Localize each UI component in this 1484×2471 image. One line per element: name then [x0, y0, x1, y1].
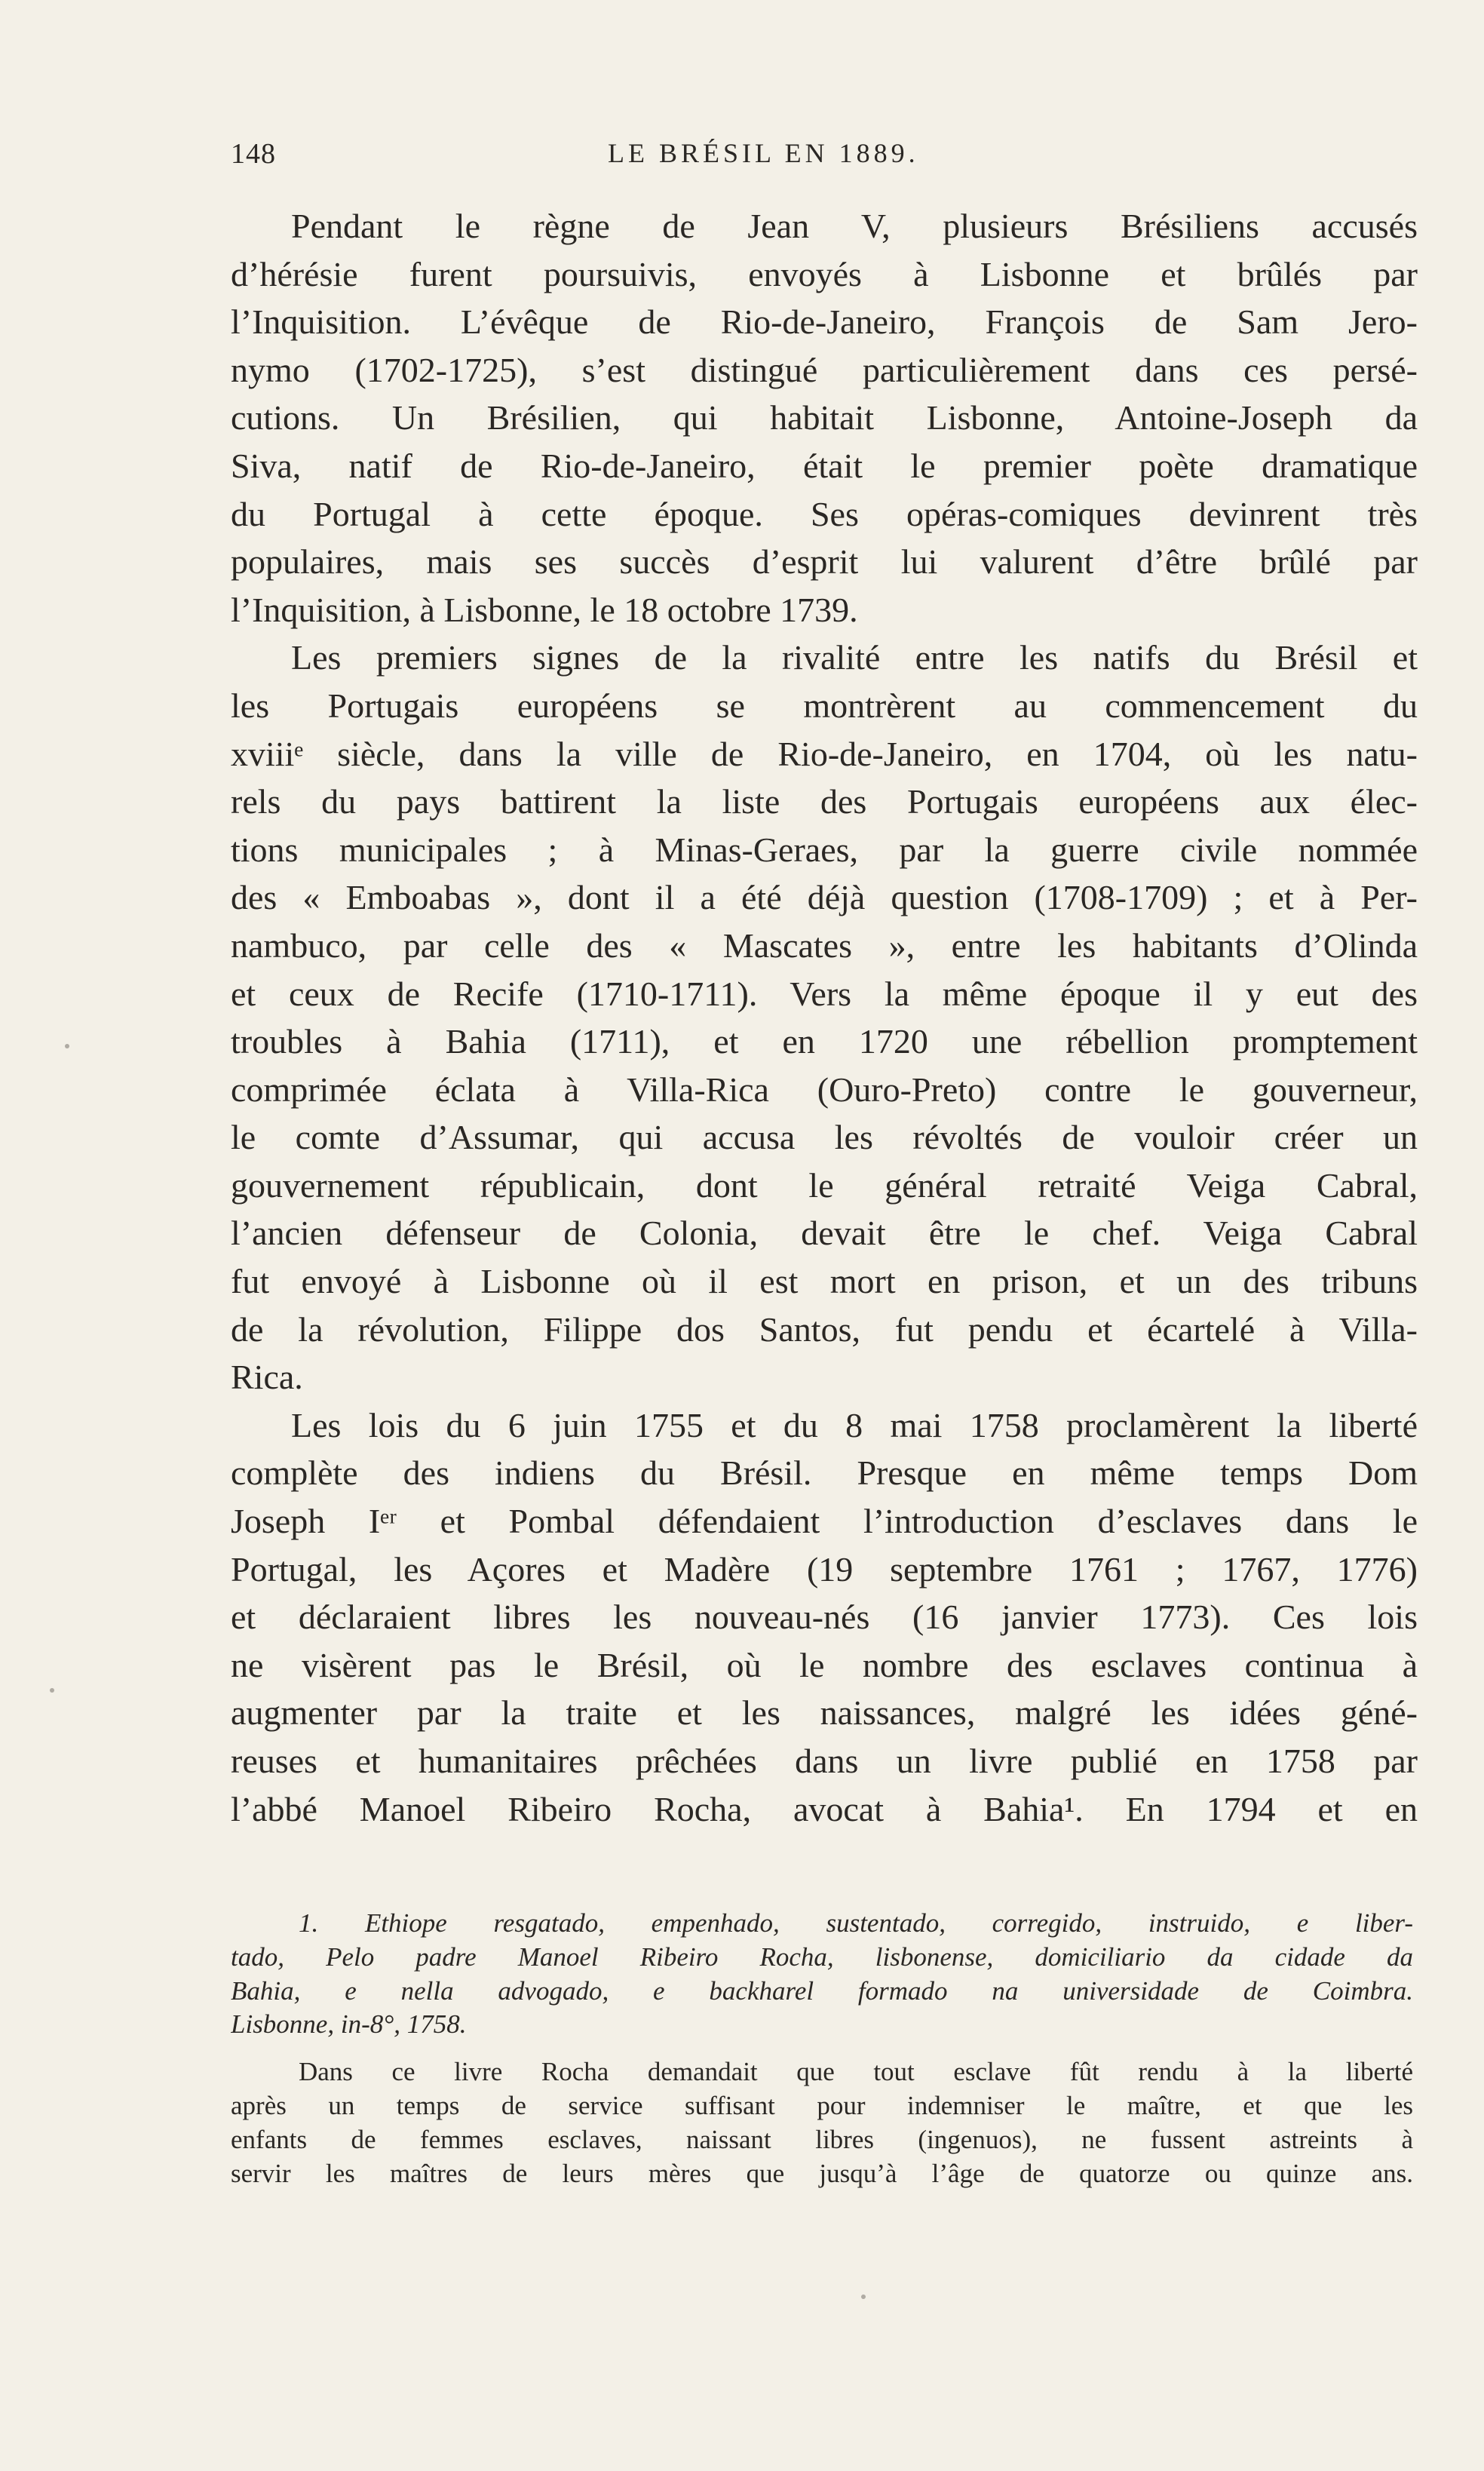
ink-speck [65, 1044, 69, 1048]
text-line: Les premiers signes de la rivalité entre les natifs du Brésil et [291, 638, 1418, 677]
text-line: populaires, mais ses succès d’esprit lui valurent d’être brûlé par [231, 542, 1418, 582]
text-line: Joseph Iᵉʳ et Pombal défendaient l’introduction d’esclaves dans le [231, 1502, 1418, 1541]
text-line: Portugal, les Açores et Madère (19 septembre 1761 ; 1767, 1776) [231, 1549, 1418, 1588]
text-line: des « Emboabas », dont il a été déjà question (1708-1709) ; et à Per- [231, 878, 1418, 917]
running-title: LE BRÉSIL EN 1889. [608, 138, 919, 168]
body-text [231, 202, 1418, 1833]
text-line: ne visèrent pas le Brésil, où le nombre des esclaves continua à [231, 1645, 1418, 1684]
running-header [231, 137, 1015, 183]
text-line: nymo (1702-1725), s’est distingué particulièrement dans ces persé- [231, 350, 1418, 389]
footnote-line: tado, Pelo padre Manoel Ribeiro Rocha, lisbonense, domiciliario da cidade da [231, 1942, 1413, 1972]
ink-speck [861, 2294, 866, 2299]
footnote-gap [231, 2042, 1413, 2055]
footnote-line: servir les maîtres de leurs mères que jusqu’à l’âge de quatorze ou quinze ans. [231, 2158, 1413, 2188]
text-line: l’Inquisition. L’évêque de Rio-de-Janeiro, François de Sam Jero- [231, 302, 1418, 342]
text-line: reuses et humanitaires prêchées dans un livre publié en 1758 par [231, 1742, 1418, 1780]
text-line: fut envoyé à Lisbonne où il est mort en prison, et un des tribuns [231, 1262, 1418, 1301]
footnote-line: Bahia, e nella advogado, e backharel formado na universidade de Coimbra. [231, 1975, 1413, 2006]
text-line: Les lois du 6 juin 1755 et du 8 mai 1758 proclamèrent la liberté [291, 1405, 1418, 1444]
text-line: les Portugais européens se montrèrent au commencement du [231, 686, 1418, 725]
text-line: rels du pays battirent la liste des Portugais européens aux élec- [231, 782, 1418, 821]
footnote-line: après un temps de service suffisant pour indemniser le maître, et que les [231, 2090, 1413, 2120]
text-line: comprimée éclata à Villa-Rica (Ouro-Preto) contre le gouverneur, [231, 1070, 1418, 1109]
text-line: augmenter par la traite et les naissances, malgré les idées géné- [231, 1693, 1418, 1733]
text-line: tions municipales ; à Minas-Geraes, par la guerre civile nommée [231, 830, 1418, 869]
ink-speck [50, 1688, 54, 1693]
text-line: cutions. Un Brésilien, qui habitait Lisbonne, Antoine-Joseph da [231, 398, 1418, 437]
text-line: Rica. [231, 1358, 303, 1397]
text-line: nambuco, par celle des « Mascates », entre les habitants d’Olinda [231, 925, 1418, 965]
text-line: troubles à Bahia (1711), et en 1720 une rébellion promptement [231, 1022, 1418, 1061]
text-line: gouvernement républicain, dont le général retraité Veiga Cabral, [231, 1165, 1418, 1205]
text-line: d’hérésie furent poursuivis, envoyés à Lisbonne et brûlés par [231, 254, 1418, 293]
text-line: le comte d’Assumar, qui accusa les révoltés de vouloir créer un [231, 1118, 1418, 1157]
text-line: et ceux de Recife (1710-1711). Vers la même époque il y eut des [231, 974, 1418, 1013]
page-number: 148 [231, 138, 276, 170]
footnotes [231, 1907, 1413, 2190]
text-line: et déclaraient libres les nouveau-nés (16 janvier 1773). Ces lois [231, 1598, 1418, 1637]
text-line: complète des indiens du Brésil. Presque en même temps Dom [231, 1453, 1418, 1493]
text-line: l’abbé Manoel Ribeiro Rocha, avocat à Bahia¹. En 1794 et en [231, 1789, 1418, 1828]
text-line: de la révolution, Filippe dos Santos, fut pendu et écartelé à Villa- [231, 1309, 1418, 1349]
footnote-line: Dans ce livre Rocha demandait que tout esclave fût rendu à la liberté [299, 2057, 1413, 2087]
footnote-line: enfants de femmes esclaves, naissant libres (ingenuos), ne fussent astreints à [231, 2124, 1413, 2154]
text-line: du Portugal à cette époque. Ses opéras-comiques devinrent très [231, 494, 1418, 533]
footnote-line: 1. Ethiope resgatado, empenhado, sustentado, corregido, instruido, e liber- [299, 1908, 1413, 1938]
text-line: l’ancien défenseur de Colonia, devait être le chef. Veiga Cabral [231, 1214, 1418, 1253]
text-line: Pendant le règne de Jean V, plusieurs Brésiliens accusés [291, 207, 1418, 245]
text-line: Siva, natif de Rio-de-Janeiro, était le premier poète dramatique [231, 446, 1418, 485]
text-line: xviiiᵉ siècle, dans la ville de Rio-de-Janeiro, en 1704, où les natu- [231, 734, 1418, 773]
footnote-line: Lisbonne, in-8°, 1758. [231, 2009, 467, 2040]
text-line: l’Inquisition, à Lisbonne, le 18 octobre 1739. [231, 590, 858, 629]
